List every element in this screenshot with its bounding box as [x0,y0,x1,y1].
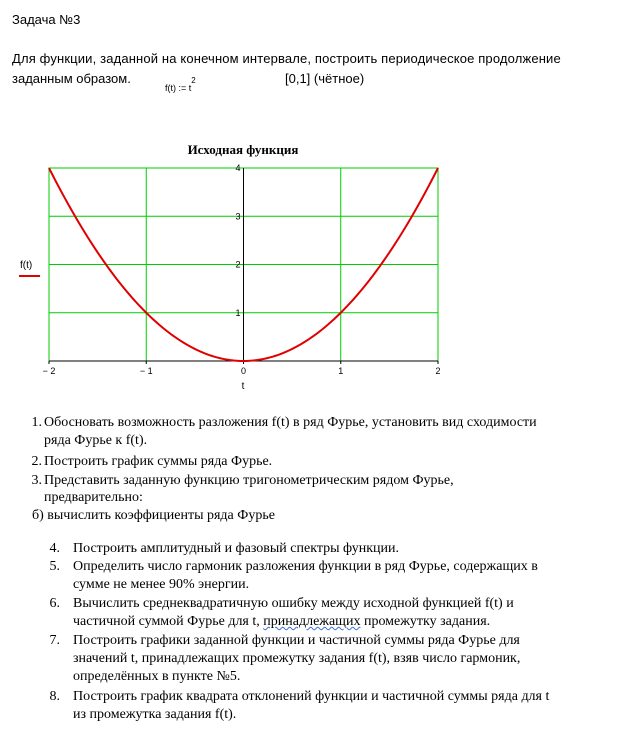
list-number: 4. [49,541,60,556]
list-text-line [73,613,490,630]
chart-title: Исходная функция [187,142,299,157]
x-tick-label: 1 [338,366,344,376]
intro-text-line2: заданным образом. [12,71,131,86]
y-tick-label: 1 [235,307,241,318]
formula-exponent: 2 [191,76,196,85]
list-number: 1. [31,415,42,430]
list-text-line: значений t, принадлежащих промежутку задания f(t), взяв число гармоник, [73,651,521,666]
y-tick-label: 3 [235,211,241,222]
list-text-part: промежутку задания. [360,614,491,629]
chart-xlabel: t [241,381,245,392]
list-text-line: Построить график суммы ряда Фурье. [44,454,273,469]
list-number: 3. [31,473,42,488]
list-text-part: частичной суммой Фурье для t, [73,614,264,629]
interval-text: [0,1] (чётное) [285,71,365,86]
chart-ylabel: f(t) [20,260,33,271]
list-number: 8. [49,689,60,704]
x-tick-label: 2 [435,366,441,376]
list-text-line: Построить амплитудный и фазовый спектры функции. [73,541,400,556]
list-text-line: Построить графики заданной функции и частичной суммы ряда Фурье для [73,633,520,648]
list-text-line: ряда Фурье к f(t). [44,433,148,448]
formula-base: f(t) := t [165,83,192,93]
y-tick-label: 4 [235,163,241,173]
spellcheck-word: принадлежащих [263,614,361,629]
intro-text-line1: Для функции, заданной на конечном интервале, построить периодическое продолжение [12,51,561,66]
list-text-line: сумме не менее 90% энергии. [73,577,250,592]
list-number: 6. [49,596,60,611]
list-number: 5. [49,559,60,574]
list-number: 2. [31,454,42,469]
chart-tick-labels [43,163,441,376]
list-text-line: определённых в пункте №5. [73,669,241,684]
list-text-line: из промежутка задания f(t). [73,707,237,722]
list-text-line: Определить число гармоник разложения функции в ряд Фурье, содержащих в [73,559,538,574]
task-title: Задача №3 [12,12,81,27]
x-tick-label: 0 [240,366,247,376]
list-number: 7. [49,633,60,648]
list-text-line: Обосновать возможность разложения f(t) в ряд Фурье, установить вид сходимости [44,415,537,430]
x-tick-label: − 2 [42,366,56,376]
x-tick-label: − 1 [139,366,153,376]
list-text-line: предварительно: [44,490,143,505]
list-text-line: Построить график квадрата отклонений функции и частичной суммы ряда для t [73,689,550,704]
formula [165,76,196,93]
list-text-line: Вычислить среднеквадратичную ошибку между исходной функцией f(t) и [73,596,514,611]
list-text-line: Представить заданную функцию тригонометрическим рядом Фурье, [44,473,454,488]
y-tick-label: 2 [235,259,241,270]
sub-item-b: б) вычислить коэффициенты ряда Фурье [32,508,275,523]
function-chart [0,140,644,400]
